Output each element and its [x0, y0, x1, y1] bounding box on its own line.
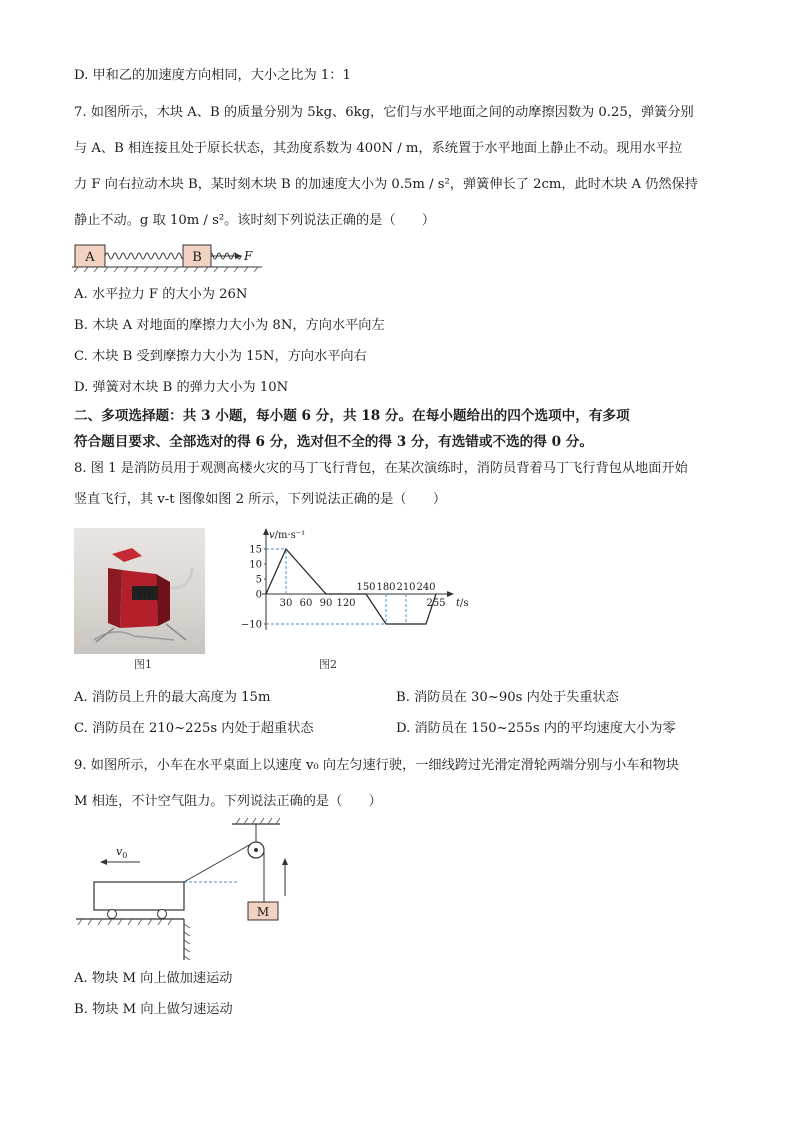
- q7-force-label: F: [244, 249, 253, 263]
- vt-y-axis-label: v/m·s⁻¹: [269, 530, 306, 541]
- q9-option-a: A. 物块 M 向上做加速运动: [74, 971, 233, 986]
- q9-stem-line-2: M 相连，不计空气阻力。下列说法正确的是（ ）: [74, 794, 382, 809]
- section2-heading-line-1: 二、多项选择题：共 3 小题，每小题 6 分，共 18 分。在每小题给出的四个选项中，有多项: [74, 408, 630, 424]
- q9-cart: [94, 882, 184, 910]
- q9-pulley-figure: [70, 814, 290, 964]
- q8-option-d: D. 消防员在 150~255s 内的平均速度大小为零: [396, 721, 676, 736]
- vt-x-tick-label-upper: 150: [356, 582, 376, 593]
- q8-jetpack-logo-text: ME: [136, 590, 154, 600]
- vt-y-tick-label: 0: [255, 589, 262, 601]
- vt-x-axis-arrow: [447, 591, 454, 597]
- q8-vt-chart: [232, 524, 469, 644]
- vt-x-tick-label-upper: 180: [376, 582, 396, 593]
- q7-stem-line-3: 力 F 向右拉动木块 B，某时刻木块 B 的加速度大小为 0.5m / s²，弹簧伸长了 2cm，此时木块 A 仍然保持: [74, 177, 698, 192]
- q8-option-b: B. 消防员在 30~90s 内处于失重状态: [396, 690, 619, 705]
- vt-x-tick-label: 30: [279, 598, 293, 609]
- q8-stem-line-1: 8. 图 1 是消防员用于观测高楼火灾的马丁飞行背包，在某次演练时，消防员背着马丁飞行背包从地面开始: [74, 461, 688, 476]
- vt-x-tick-label: 60: [299, 598, 313, 609]
- q7-option-c: C. 木块 B 受到摩擦力大小为 15N，方向水平向右: [74, 349, 367, 364]
- q8-stem-line-2: 竖直飞行，其 v-t 图像如图 2 所示，下列说法正确的是（ ）: [74, 492, 447, 507]
- q7-option-d: D. 弹簧对木块 B 的弹力大小为 10N: [74, 380, 289, 395]
- vt-y-tick-label: −10: [240, 619, 262, 631]
- vt-x-tick-label-upper: 240: [416, 582, 436, 593]
- vt-x-tick-label-upper: 210: [396, 582, 416, 593]
- q7-stem-line-2: 与 A、B 相连接且处于原长状态，其劲度系数为 400N / m，系统置于水平地面上静止不动。现用水平拉: [74, 141, 683, 156]
- q6-option-d: D. 甲和乙的加速度方向相同，大小之比为 1：1: [74, 68, 351, 83]
- vt-y-tick-label: 10: [249, 559, 262, 571]
- q7-option-b: B. 木块 A 对地面的摩擦力大小为 8N，方向水平向左: [74, 318, 385, 333]
- vt-x-tick-label: 255: [426, 598, 446, 609]
- q8-figure2-caption: 图2: [319, 658, 337, 671]
- q7-block-a-label: A: [85, 250, 95, 265]
- q9-stem-line-1: 9. 如图所示，小车在水平桌面上以速度 v₀ 向左匀速行驶，一细线跨过光滑定滑轮两端分别与小车和物块: [74, 758, 679, 773]
- q7-block-b-label: B: [192, 250, 202, 265]
- section2-heading-line-2: 符合题目要求、全部选对的得 6 分，选对但不全的得 3 分，有选错或不选的得 0 分。: [74, 434, 593, 450]
- q8-jetpack-photo: [74, 528, 205, 654]
- q8-figure1-caption: 图1: [134, 658, 152, 671]
- vt-y-tick-label: 15: [249, 544, 262, 556]
- vt-x-tick-label: 120: [336, 598, 356, 609]
- vt-x-tick-label: 90: [319, 598, 333, 609]
- q9-velocity-label: $v_0$: [116, 845, 128, 860]
- q8-option-a: A. 消防员上升的最大高度为 15m: [74, 690, 271, 705]
- q9-option-b: B. 物块 M 向上做匀速运动: [74, 1002, 233, 1017]
- vt-y-tick-label: 5: [255, 574, 262, 586]
- q9-block-m-label: M: [256, 905, 270, 919]
- q7-spring-figure: [70, 238, 270, 278]
- q8-option-c: C. 消防员在 210~225s 内处于超重状态: [74, 721, 314, 736]
- q7-stem-line-4: 静止不动。g 取 10m / s²。该时刻下列说法正确的是（ ）: [74, 213, 436, 228]
- q7-stem-line-1: 7. 如图所示，木块 A、B 的质量分别为 5kg、6kg，它们与水平地面之间的动摩擦因数为 0.25，弹簧分别: [74, 105, 694, 120]
- vt-x-axis-label: t/s: [456, 598, 469, 609]
- q9-string-to-cart: [184, 844, 251, 882]
- q7-option-a: A. 水平拉力 F 的大小为 26N: [74, 287, 248, 302]
